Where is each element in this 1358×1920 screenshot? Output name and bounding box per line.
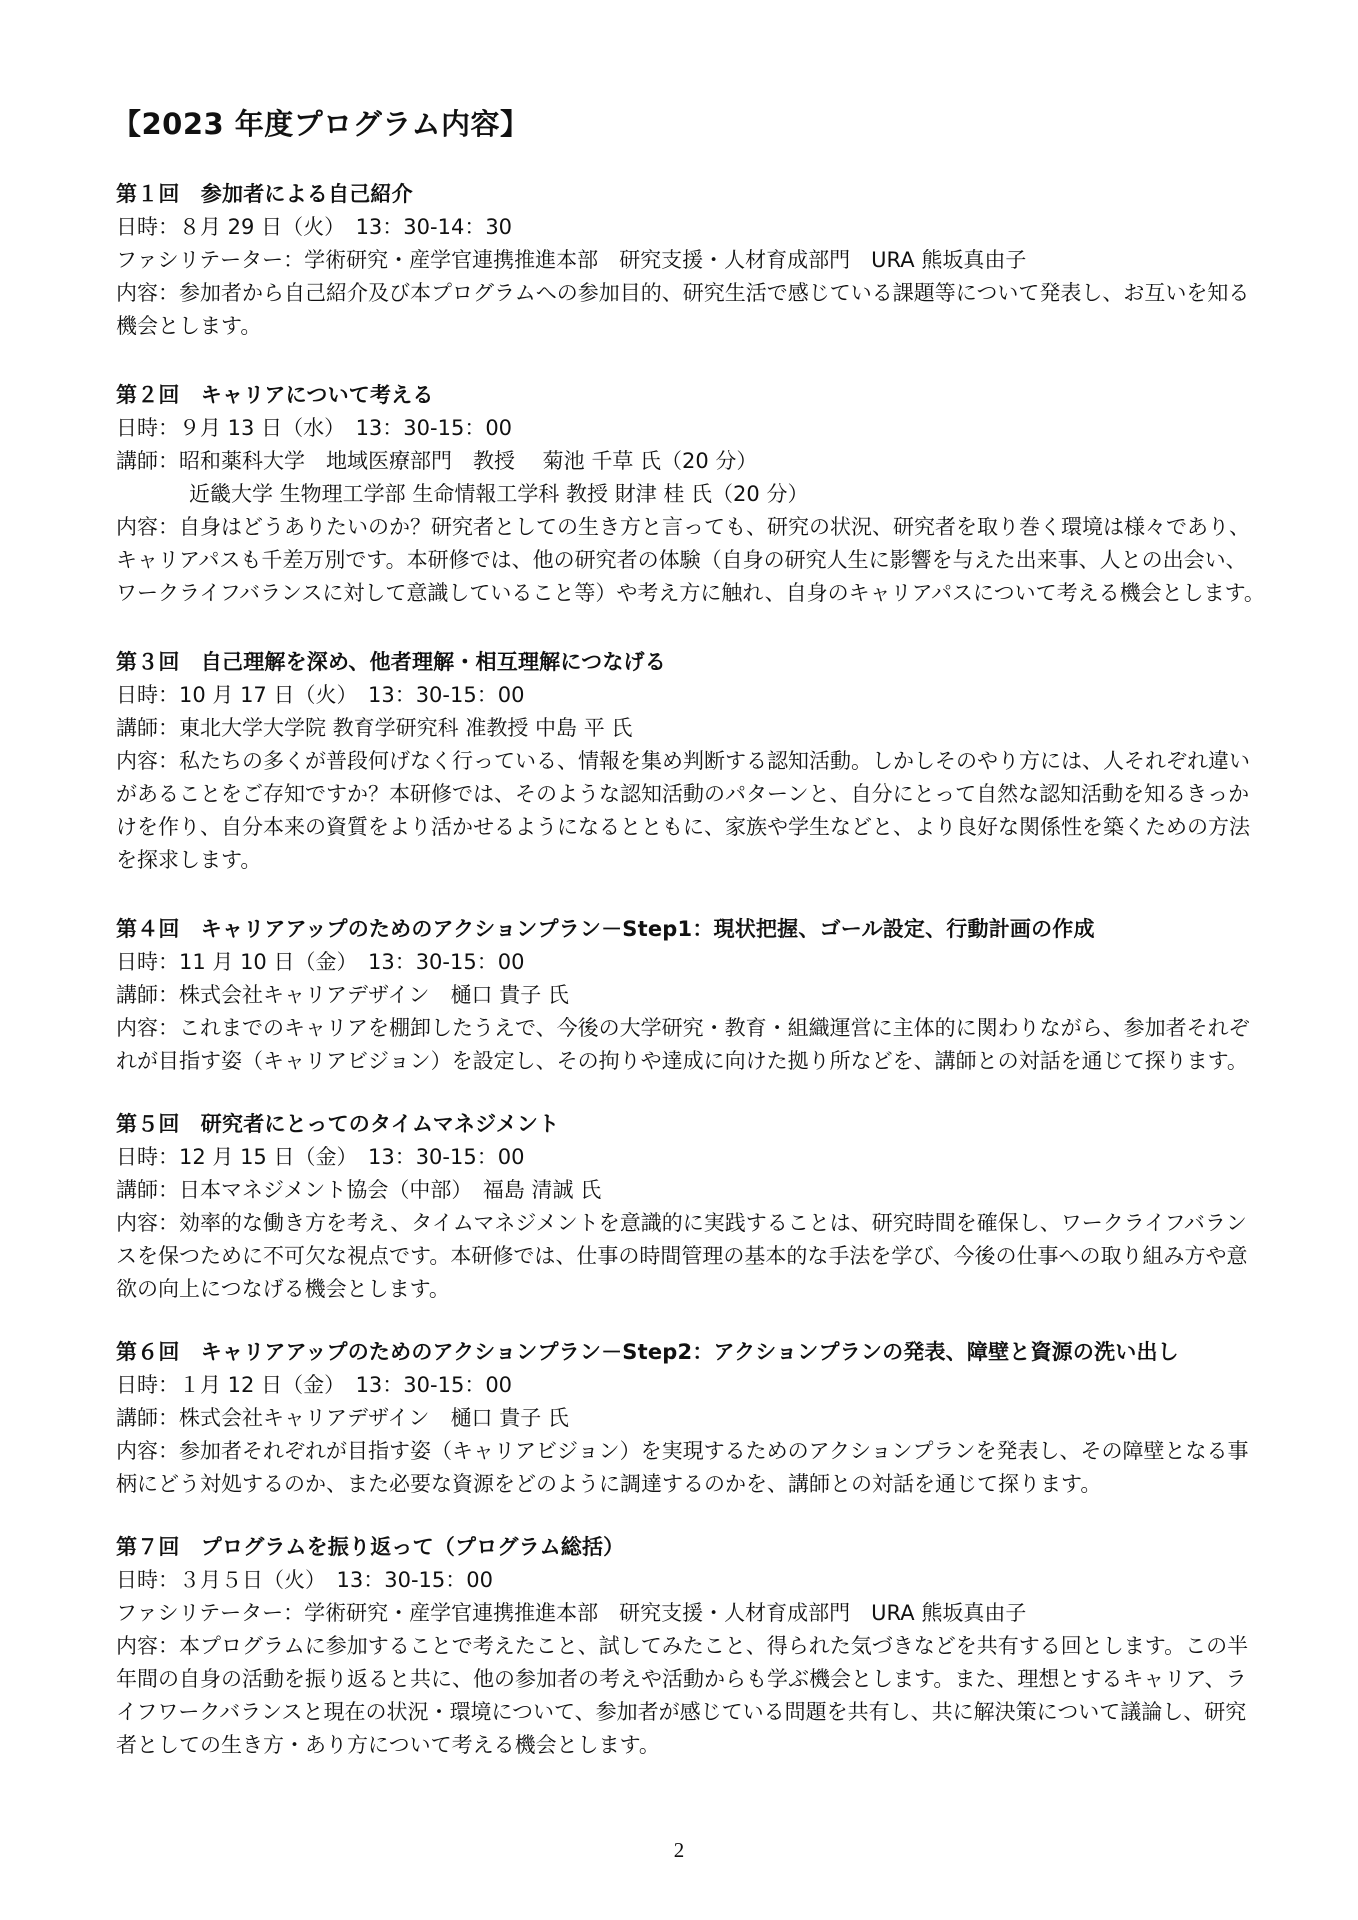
session-lecturer	[116, 1402, 1266, 1435]
session-datetime: 日時：10 月 17 日（火） 13：30-15：00	[116, 683, 525, 707]
people-label: 講師：	[116, 1406, 179, 1430]
session-lecturer	[116, 445, 1266, 478]
people-label: 講師：	[116, 1178, 179, 1202]
session-datetime: 日時：９月 13 日（水） 13：30-15：00	[116, 416, 513, 440]
session-heading: 第３回 自己理解を深め、他者理解・相互理解につなげる	[116, 650, 666, 674]
person: 日本マネジメント協会（中部） 福島 清誠 氏	[179, 1178, 602, 1202]
session-content: 内容：これまでのキャリアを棚卸したうえで、今後の大学研究・教育・組織運営に主体的に関わりながら、参加者それぞれが目指す姿（キャリアビジョン）を設定し、その拘りや達成に向けた拠り所などを、講師との対話を通じて探ります。	[116, 1016, 1250, 1073]
session-heading: 第５回 研究者にとってのタイムマネジメント	[116, 1112, 560, 1136]
session-1	[116, 178, 1266, 343]
session-datetime: 日時：12 月 15 日（金） 13：30-15：00	[116, 1145, 525, 1169]
document-page	[112, 104, 1266, 1798]
person: 学術研究・産学官連携推進本部 研究支援・人材育成部門 URA 熊坂真由子	[304, 1601, 1027, 1625]
document-title: 【2023 年度プログラム内容】	[112, 107, 530, 141]
session-content: 内容：私たちの多くが普段何げなく行っている、情報を集め判断する認知活動。しかしそのやり方には、人それぞれ違いがあることをご存知ですか？本研修では、そのような認知活動のパターンと、自分にとって自然な認知活動を知るきっかけを作り、自分本来の資質をより活かせるようになるとともに、家族や学生などと、より良好な関係性を築くための方法を探求します。	[116, 749, 1250, 872]
people-label: 講師：	[116, 983, 179, 1007]
person: 昭和薬科大学 地域医療部門 教授 菊池 千草 氏（20 分）	[179, 449, 758, 473]
session-datetime: 日時：11 月 10 日（金） 13：30-15：00	[116, 950, 525, 974]
people-label: ファシリテーター：	[116, 1601, 305, 1625]
session-heading: 第６回 キャリアアップのためのアクションプラン－Step2：アクションプランの発表、障壁と資源の洗い出し	[116, 1340, 1179, 1364]
session-facilitator	[116, 244, 1266, 277]
session-facilitator	[116, 1597, 1266, 1630]
session-7	[116, 1531, 1266, 1762]
session-heading: 第２回 キャリアについて考える	[116, 383, 434, 407]
people-label: 講師：	[116, 449, 179, 473]
session-lecturer-2: 近畿大学 生物理工学部 生命情報工学科 教授 財津 桂 氏（20 分）	[189, 482, 809, 506]
session-heading: 第１回 参加者による自己紹介	[116, 182, 413, 206]
session-content: 内容：参加者から自己紹介及び本プログラムへの参加目的、研究生活で感じている課題等について発表し、お互いを知る機会とします。	[116, 281, 1250, 338]
session-3	[116, 646, 1266, 877]
session-content: 内容：効率的な働き方を考え、タイムマネジメントを意識的に実践することは、研究時間を確保し、ワークライフバランスを保つために不可欠な視点です。本研修では、仕事の時間管理の基本的な手法を学び、今後の仕事への取り組み方や意欲の向上につなげる機会とします。	[116, 1211, 1248, 1301]
session-4	[116, 913, 1266, 1078]
session-content: 内容：参加者それぞれが目指す姿（キャリアビジョン）を実現するためのアクションプランを発表し、その障壁となる事柄にどう対処するのか、また必要な資源をどのように調達するのかを、講師との対話を通じて探ります。	[116, 1439, 1249, 1496]
session-heading: 第７回 プログラムを振り返って（プログラム総括）	[116, 1535, 625, 1559]
session-heading: 第４回 キャリアアップのためのアクションプラン－Step1：現状把握、ゴール設定、行動計画の作成	[116, 917, 1095, 941]
session-datetime: 日時：３月５日（火） 13：30-15：00	[116, 1568, 493, 1592]
session-lecturer	[116, 1174, 1266, 1207]
person: 株式会社キャリアデザイン 樋口 貴子 氏	[179, 1406, 569, 1430]
session-datetime: 日時：８月 29 日（火） 13：30-14：30	[116, 215, 513, 239]
people-label: ファシリテーター：	[116, 248, 305, 272]
person: 株式会社キャリアデザイン 樋口 貴子 氏	[179, 983, 569, 1007]
session-lecturer	[116, 712, 1266, 745]
session-2	[116, 379, 1266, 610]
session-lecturer	[116, 979, 1266, 1012]
session-6	[116, 1336, 1266, 1501]
session-content: 内容：自身はどうありたいのか？研究者としての生き方と言っても、研究の状況、研究者を取り巻く環境は様々であり、キャリアパスも千差万別です。本研修では、他の研究者の体験（自身の研究人生に影響を与えた出来事、人との出会い、ワークライフバランスに対して意識していること等）や考え方に触れ、自身のキャリアパスについて考える機会とします。	[116, 515, 1265, 605]
people-label: 講師：	[116, 716, 179, 740]
session-content: 内容：本プログラムに参加することで考えたこと、試してみたこと、得られた気づきなどを共有する回とします。この半年間の自身の活動を振り返ると共に、他の参加者の考えや活動からも学ぶ機会とします。また、理想とするキャリア、ライフワークバランスと現在の状況・環境について、参加者が感じている問題を共有し、共に解決策について議論し、研究者としての生き方・あり方について考える機会とします。	[116, 1634, 1249, 1757]
person: 東北大学大学院 教育学研究科 准教授 中島 平 氏	[179, 716, 633, 740]
person: 学術研究・産学官連携推進本部 研究支援・人材育成部門 URA 熊坂真由子	[304, 248, 1027, 272]
page-number: 2	[673, 1838, 685, 1862]
session-datetime: 日時：１月 12 日（金） 13：30-15：00	[116, 1373, 513, 1397]
session-5	[116, 1108, 1266, 1306]
